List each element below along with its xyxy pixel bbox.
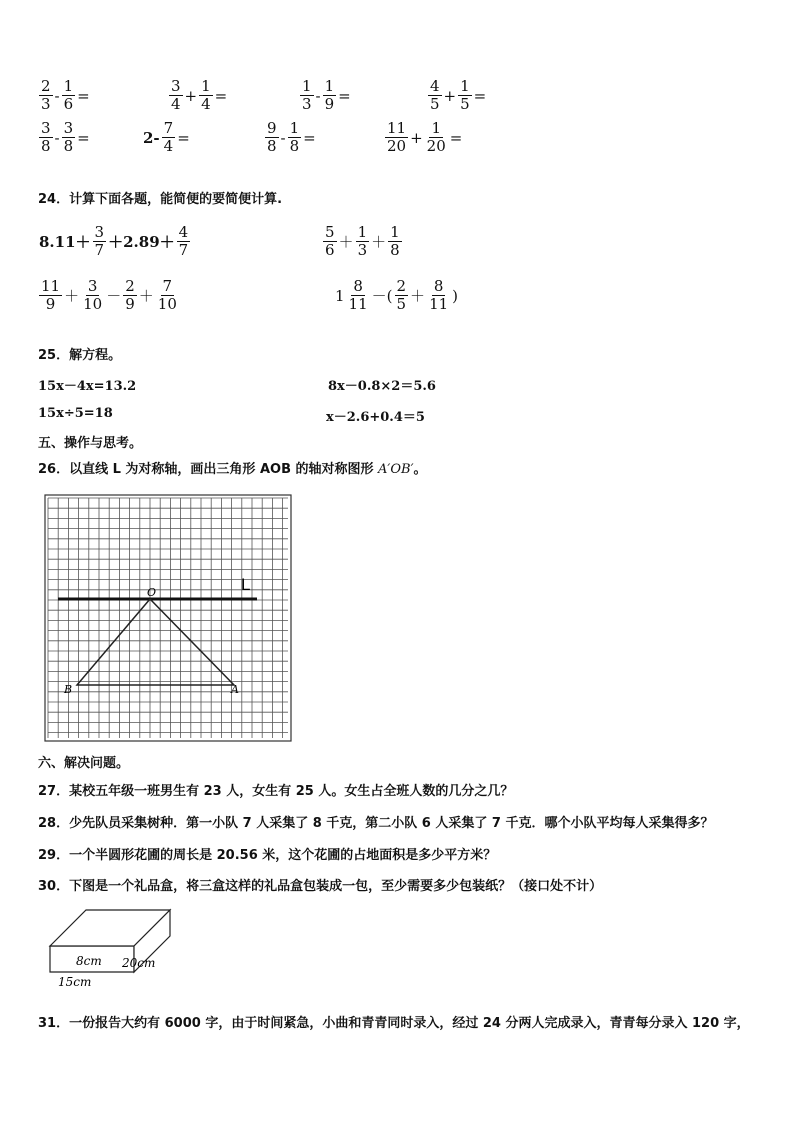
question-25-title: 25．解方程。 <box>38 348 122 363</box>
equation-1: 15x－4x=13.2 <box>38 379 137 394</box>
question-31: 31．一份报告大约有 6000 字，由于时间紧急，小曲和青青同时录入，经过 24 分两人完成录入，青青每分录入 120 字， <box>38 1016 750 1031</box>
label-O: O <box>147 586 157 599</box>
q24-expression-2: $\frac{5}{6}$ ＋ $\frac{1}{3}$ ＋ $\frac{1}{8}$ <box>325 223 400 259</box>
label-A: A <box>231 683 239 696</box>
equation-2: 8x－0.8×2＝5.6 <box>328 379 436 394</box>
gift-box-diagram <box>46 906 176 991</box>
q24-expression-4: 1 $\frac{8}{11}$ －( $\frac{2}{5}$ ＋ $\frac{8}{11}$ ) <box>335 277 459 313</box>
q24-expression-1: 8.11＋ $\frac{3}{7}$ ＋2.89＋ $\frac{4}{7}$ <box>39 223 189 259</box>
question-30: 30．下图是一个礼品盒，将三盒这样的礼品盒包装成一包，至少需要多少包装纸？（接口处不计） <box>38 879 603 894</box>
equation-4: x－2.6+0.4＝5 <box>326 410 425 425</box>
question-29: 29．一个半圆形花圃的周长是 20.56 米，这个花圃的占地面积是多少平方米？ <box>38 848 497 863</box>
exercise-8: $\frac{11}{20}$ + $\frac{1}{20}$ = <box>387 119 463 155</box>
equation-3: 15x÷5=18 <box>38 406 113 421</box>
fraction: $\frac{2}{3}$ <box>41 77 51 113</box>
section-5-heading: 五、操作与思考。 <box>38 436 143 451</box>
q24-expression-3: $\frac{11}{9}$ ＋ $\frac{3}{10}$ － $\frac{2}{9}$ ＋ $\frac{7}{10}$ <box>41 277 177 313</box>
question-26: 26．以直线 L 为对称轴，画出三角形 AOB 的轴对称图形 A′OB′。 <box>38 462 427 477</box>
label-L: L <box>241 575 251 594</box>
question-24-title: 24．计算下面各题，能简便的要简便计算. <box>38 192 283 207</box>
exercise-2: $\frac{3}{4}$ + $\frac{1}{4}$ = <box>171 77 228 113</box>
exercise-5: $\frac{3}{8}$ - $\frac{3}{8}$ = <box>41 119 90 155</box>
exercise-3: $\frac{1}{3}$ - $\frac{1}{9}$ = <box>302 77 351 113</box>
label-width: 20cm <box>122 956 156 970</box>
exercise-4: $\frac{4}{5}$ + $\frac{1}{5}$ = <box>430 77 487 113</box>
fraction: $\frac{1}{6}$ <box>63 77 74 113</box>
question-28: 28．少先队员采集树种．第一小队 7 人采集了 8 千克，第二小队 6 人采集了 7 千克．哪个小队平均每人采集得多？ <box>38 816 714 831</box>
triangle-AOB <box>77 599 234 685</box>
exercise-7: $\frac{9}{8}$ - $\frac{1}{8}$ = <box>267 119 316 155</box>
exercise-6: 2- $\frac{7}{4}$ = <box>143 119 190 155</box>
label-B: B <box>64 683 73 696</box>
label-height: 8cm <box>76 954 102 968</box>
question-27: 27．某校五年级一班男生有 23 人，女生有 25 人。女生占全班人数的几分之几？ <box>38 784 514 799</box>
section-6-heading: 六、解决问题。 <box>38 756 130 771</box>
grid-diagram <box>44 494 292 742</box>
exercise-1: $\frac{2}{3}$ - $\frac{1}{6}$ = <box>41 77 90 113</box>
label-depth: 15cm <box>58 975 92 989</box>
